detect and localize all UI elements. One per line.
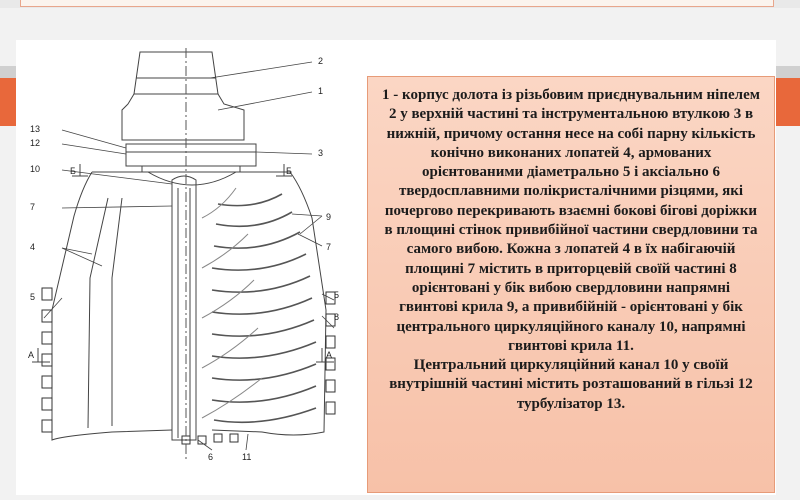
description-paragraph: Центральний циркуляційний канал 10 у своїй внутрішній частині містить розташований в гільзі 12 турбулізатор 13. — [389, 357, 753, 412]
drawing-label-b-left: Б — [70, 166, 76, 176]
drawing-label-5-right: 5 — [334, 290, 340, 300]
drawing-label-4: 4 — [30, 242, 36, 252]
drawing-label-5-left: 5 — [30, 292, 36, 302]
drawing-label-12: 12 — [30, 138, 41, 148]
drawing-label-a-left: А — [28, 350, 35, 360]
description-paragraph: 1 - корпус долота із різьбовим приєднувальним ніпелем 2 у верхній частині та інструментальною втулкою 3 в нижній, причому остання несе на собі парну кількість конічно виконаних лопатей 4, армованих орієнтованими діаметрально 5 і аксіально 6 твердосплавними полікристалічними різцями, які почергово перекривають взаємні бокові бігові доріжки в площині стінок привибійної частини свердловини та самого вибою. Кожна з лопатей 4 в їх набігаючій площині 7 містить в приторцевій своїй частині 8 орієнтовані у бік вибою свердловини напрямні гвинтові крила 9, а привибійній - орієнтовані у бік центрального циркуляційного каналу 10, напрямні гвинтові крила 11. — [382, 87, 760, 354]
drill-bit-drawing — [22, 48, 360, 478]
drawing-label-a-right: А — [326, 350, 333, 360]
drawing-label-1: 1 — [318, 86, 324, 96]
drawing-label-9: 9 — [326, 212, 332, 222]
drawing-label-13: 13 — [30, 124, 41, 134]
description-text-box — [367, 76, 775, 493]
previous-slide-edge — [20, 0, 774, 7]
drawing-label-2: 2 — [318, 56, 324, 66]
drawing-label-7-right: 7 — [326, 242, 332, 252]
drawing-label-7-left: 7 — [30, 202, 36, 212]
drawing-label-11: 11 — [242, 452, 252, 462]
drawing-label-3: 3 — [318, 148, 324, 158]
drawing-label-8: 8 — [334, 312, 340, 322]
drawing-label-6: 6 — [208, 452, 214, 462]
drawing-label-10: 10 — [30, 164, 41, 174]
drawing-label-b-right: Б — [286, 166, 292, 176]
